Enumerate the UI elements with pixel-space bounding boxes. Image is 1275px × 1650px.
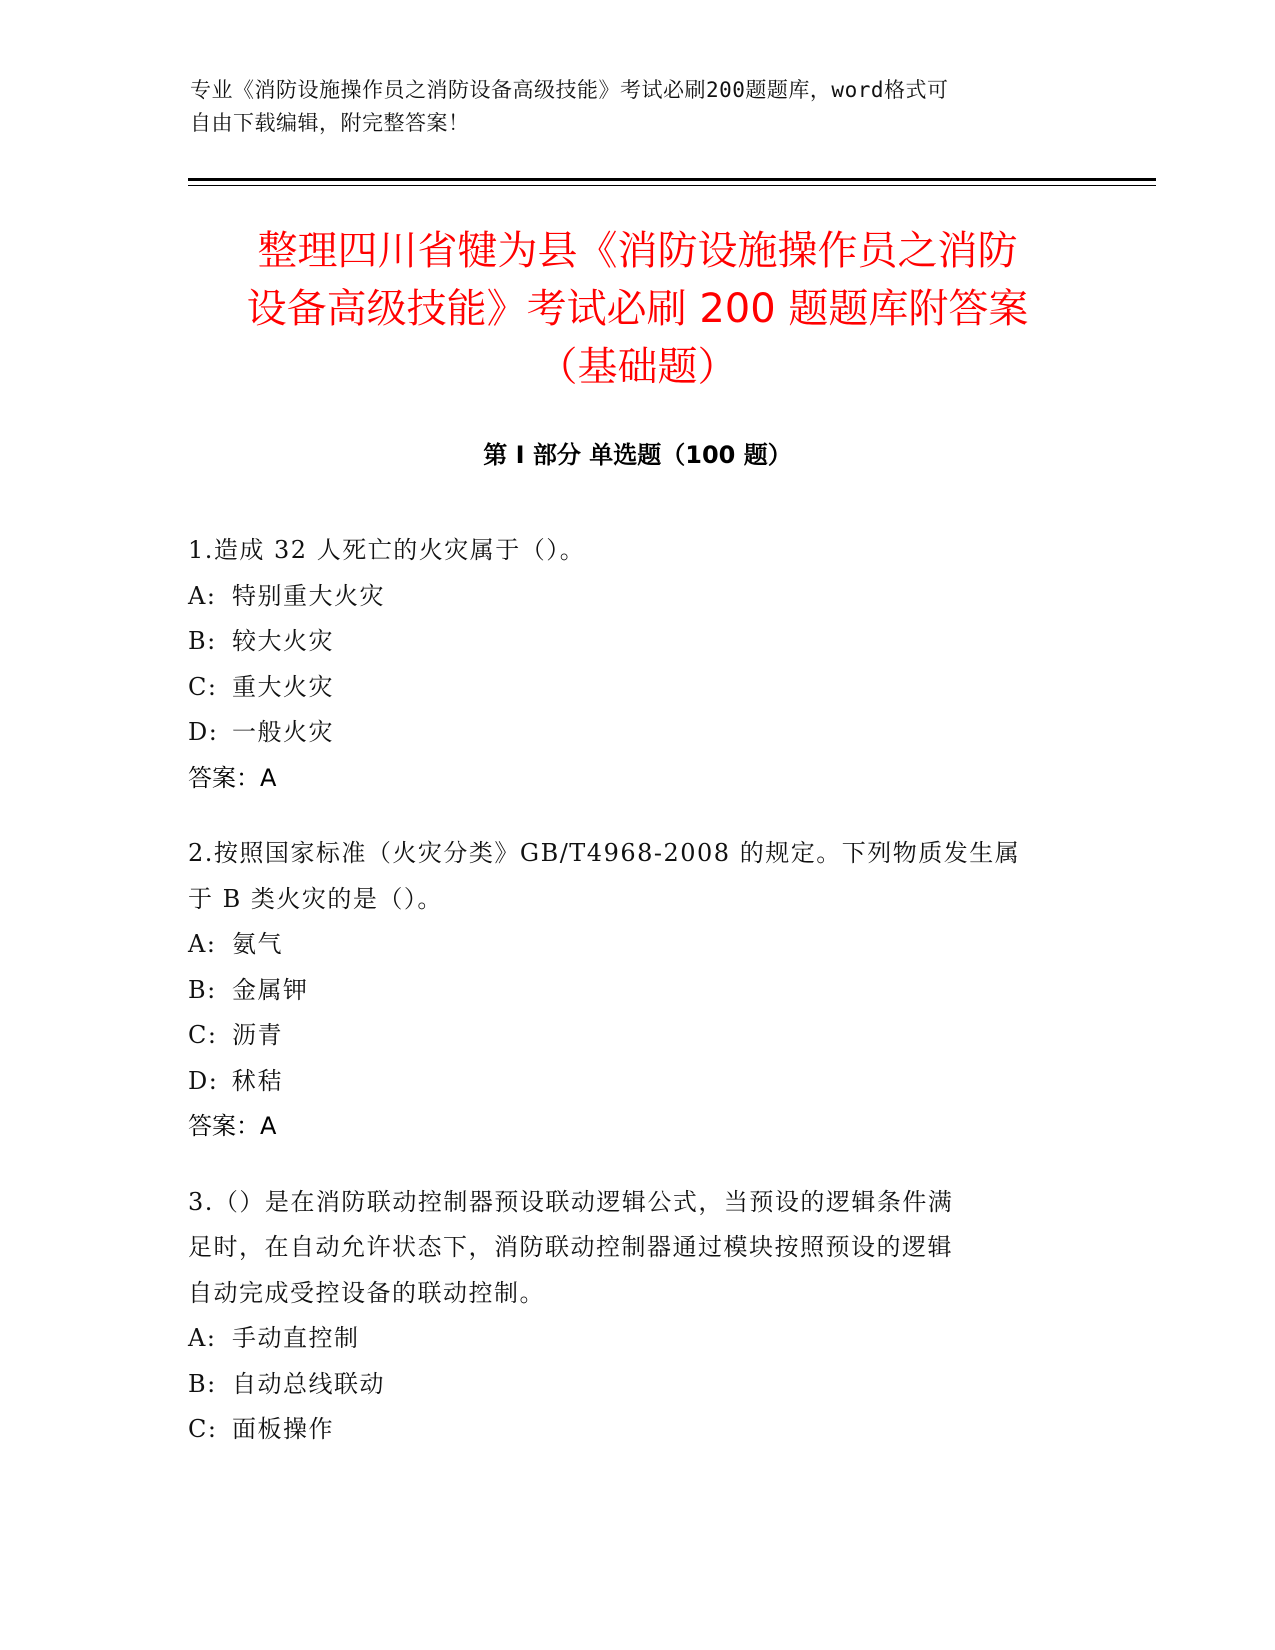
option-text: 秫秸: [232, 1066, 283, 1095]
option-text: 特别重大火灾: [232, 581, 385, 610]
option-letter: B:: [188, 627, 217, 655]
question-1: [188, 528, 1088, 801]
option-text: 氨气: [232, 930, 283, 958]
question-3: [188, 1180, 1088, 1453]
option-text: 一般火灾: [232, 718, 334, 746]
option-d: [188, 710, 1088, 756]
option-letter: C:: [188, 672, 218, 701]
title-line: （基础题）: [537, 344, 738, 390]
section-title: 第 I 部分 单选题（100 题）: [483, 441, 792, 469]
title-line: 设备高级技能》考试必刷 200 题题库附答案: [246, 286, 1029, 332]
option-b: [188, 968, 1088, 1014]
option-text: 重大火灾: [232, 672, 334, 701]
document-title: [160, 222, 1115, 396]
option-letter: B:: [188, 1369, 217, 1398]
option-text: 面板操作: [232, 1415, 334, 1443]
option-letter: C:: [188, 1415, 218, 1443]
option-text: 较大火灾: [232, 627, 334, 655]
header-divider-thin: [188, 185, 1156, 186]
option-letter: A:: [188, 581, 217, 610]
header-divider-thick: [188, 178, 1156, 181]
header-note: [190, 74, 1090, 140]
question-stem: 足时，在自动允许状态下，消防联动控制器通过模块按照预设的逻辑: [188, 1233, 953, 1261]
option-text: 沥青: [232, 1021, 283, 1049]
question-stem: 3.（）是在消防联动控制器预设联动逻辑公式，当预设的逻辑条件满: [188, 1187, 954, 1216]
option-d: [188, 1059, 1088, 1105]
option-a: [188, 574, 1088, 620]
option-b: [188, 619, 1088, 665]
option-letter: D:: [188, 1066, 219, 1095]
option-text: 金属钾: [232, 975, 309, 1004]
option-letter: C:: [188, 1021, 218, 1049]
question-list: [188, 528, 1088, 1483]
question-stem: 自动完成受控设备的联动控制。: [188, 1278, 545, 1307]
option-c: [188, 665, 1088, 711]
option-text: 手动直控制: [232, 1324, 360, 1352]
header-note-line: 专业《消防设施操作员之消防设备高级技能》考试必刷200题题库，word格式可: [190, 78, 949, 102]
question-stem: 于 B 类火灾的是（）。: [188, 884, 443, 913]
title-line: 整理四川省犍为县《消防设施操作员之消防: [257, 228, 1018, 274]
option-c: [188, 1013, 1088, 1059]
option-letter: B:: [188, 975, 217, 1004]
option-c: [188, 1407, 1088, 1453]
option-letter: A:: [188, 930, 217, 958]
question-stem: 1.造成 32 人死亡的火灾属于（）。: [188, 536, 586, 564]
option-letter: D:: [188, 718, 219, 746]
option-text: 自动总线联动: [232, 1369, 385, 1398]
header-note-line: 自由下载编辑，附完整答案！: [190, 111, 470, 135]
option-a: [188, 922, 1088, 968]
answer-line: 答案：A: [188, 763, 277, 792]
question-2: [188, 831, 1088, 1150]
option-letter: A:: [188, 1324, 217, 1352]
option-a: [188, 1316, 1088, 1362]
answer-line: 答案：A: [188, 1112, 277, 1140]
option-b: [188, 1362, 1088, 1408]
question-stem: 2.按照国家标准（火灾分类》GB/T4968-2008 的规定。下列物质发生属: [188, 839, 1021, 867]
